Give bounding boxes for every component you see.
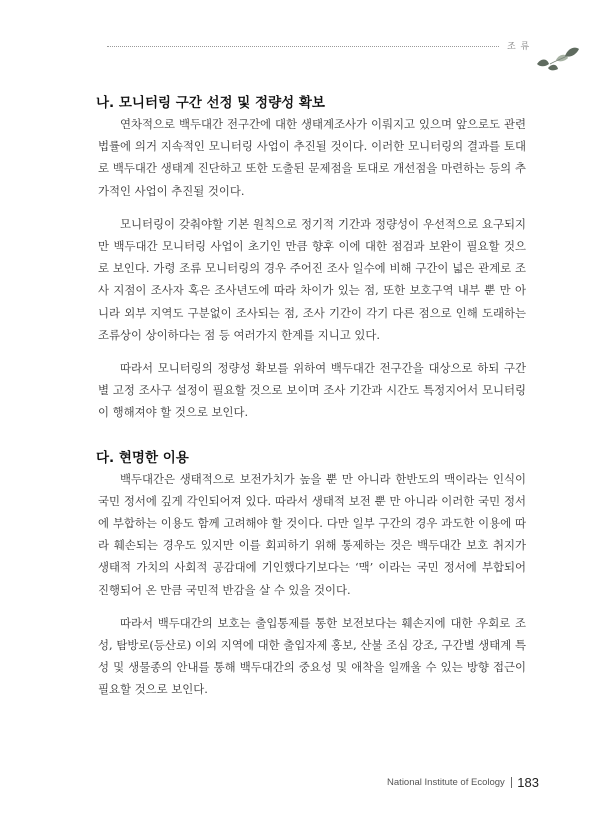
category-label: 조 류 (507, 42, 531, 52)
institute-name: National Institute of Ecology (387, 777, 505, 788)
header-dotted-rule (107, 46, 499, 47)
leaf-icon (535, 44, 581, 74)
section-title: 다. 현명한 이용 (96, 449, 189, 466)
page-footer (387, 775, 539, 790)
paragraph: 따라서 모니터링의 정량성 확보를 위하여 백두대간 전구간을 대상으로 하되 구간별 고정 조사구 설정이 필요할 것으로 보이며 조사 기간과 시간도 특정지어서 모니터링이 행해져야 할 것으로 보인다. (98, 361, 526, 420)
footer-separator (511, 777, 513, 788)
section-title: 나. 모니터링 구간 선정 및 정량성 확보 (96, 95, 325, 111)
page-number: 183 (517, 775, 539, 790)
paragraph: 따라서 백두대간의 보호는 출입통제를 통한 보전보다는 훼손지에 대한 우회로 조성, 탐방로(등산로) 이외 지역에 대한 출입자제 홍보, 산불 조심 강조, 구간별 생태계 특성 및 생물종의 안내를 통해 백두대간의 중요성 및 애착을 일깨울 수 있는 방향 접근이 필요할 것으로 보인다. (98, 615, 526, 697)
paragraph: 모니터링이 갖춰야할 기본 원칙으로 정기적 기간과 정량성이 우선적으로 요구되지만 백두대간 모니터링 사업이 초기인 만큼 향후 이에 대한 점검과 보완이 필요할 것으로 보인다. 가령 조류 모니터링의 경우 주어진 조사 일수에 비해 구간이 넓은 관계로 조사 지점이 조사자 혹은 조사년도에 따라 차이가 있는 점, 또한 보호구역 내부 뿐 만 아니라 외부 지역도 구분없이 조사되는 점, 조사 기간이 각기 다른 점으로 인해 도래하는 조류상이 상이하다는 점 등 여러가지 한계를 지니고 있다. (98, 216, 526, 342)
paragraph: 연차적으로 백두대간 전구간에 대한 생태계조사가 이뤄지고 있으며 앞으로도 관련 법률에 의거 지속적인 모니터링 사업이 추진될 것이다. 이러한 모니터링의 결과를 토대로 백두대간 생태계 진단하고 또한 도출된 문제점을 토대로 개선점을 마련하는 등의 추가적인 사업이 추진될 것이다. (98, 117, 526, 198)
page-header (0, 0, 609, 80)
paragraph: 백두대간은 생태적으로 보전가치가 높을 뿐 만 아니라 한반도의 맥이라는 인식이 국민 정서에 깊게 각인되어져 있다. 따라서 생태적 보전 뿐 만 아니라 이러한 국민 정서에 부합하는 이용도 함께 고려해야 할 것이다. 다만 일부 구간의 경우 과도한 이용에 따라 훼손되는 경우도 있지만 이를 회피하기 위해 통제하는 것은 백두대간 보호 취지가 생태적 가치의 사회적 공감대에 기인했다기보다는 ‘맥’ 이라는 국민 정서에 부합되어 진행되어 온 만큼 국민적 반감을 살 수 있을 것이다. (98, 471, 526, 597)
document-body (96, 93, 526, 701)
